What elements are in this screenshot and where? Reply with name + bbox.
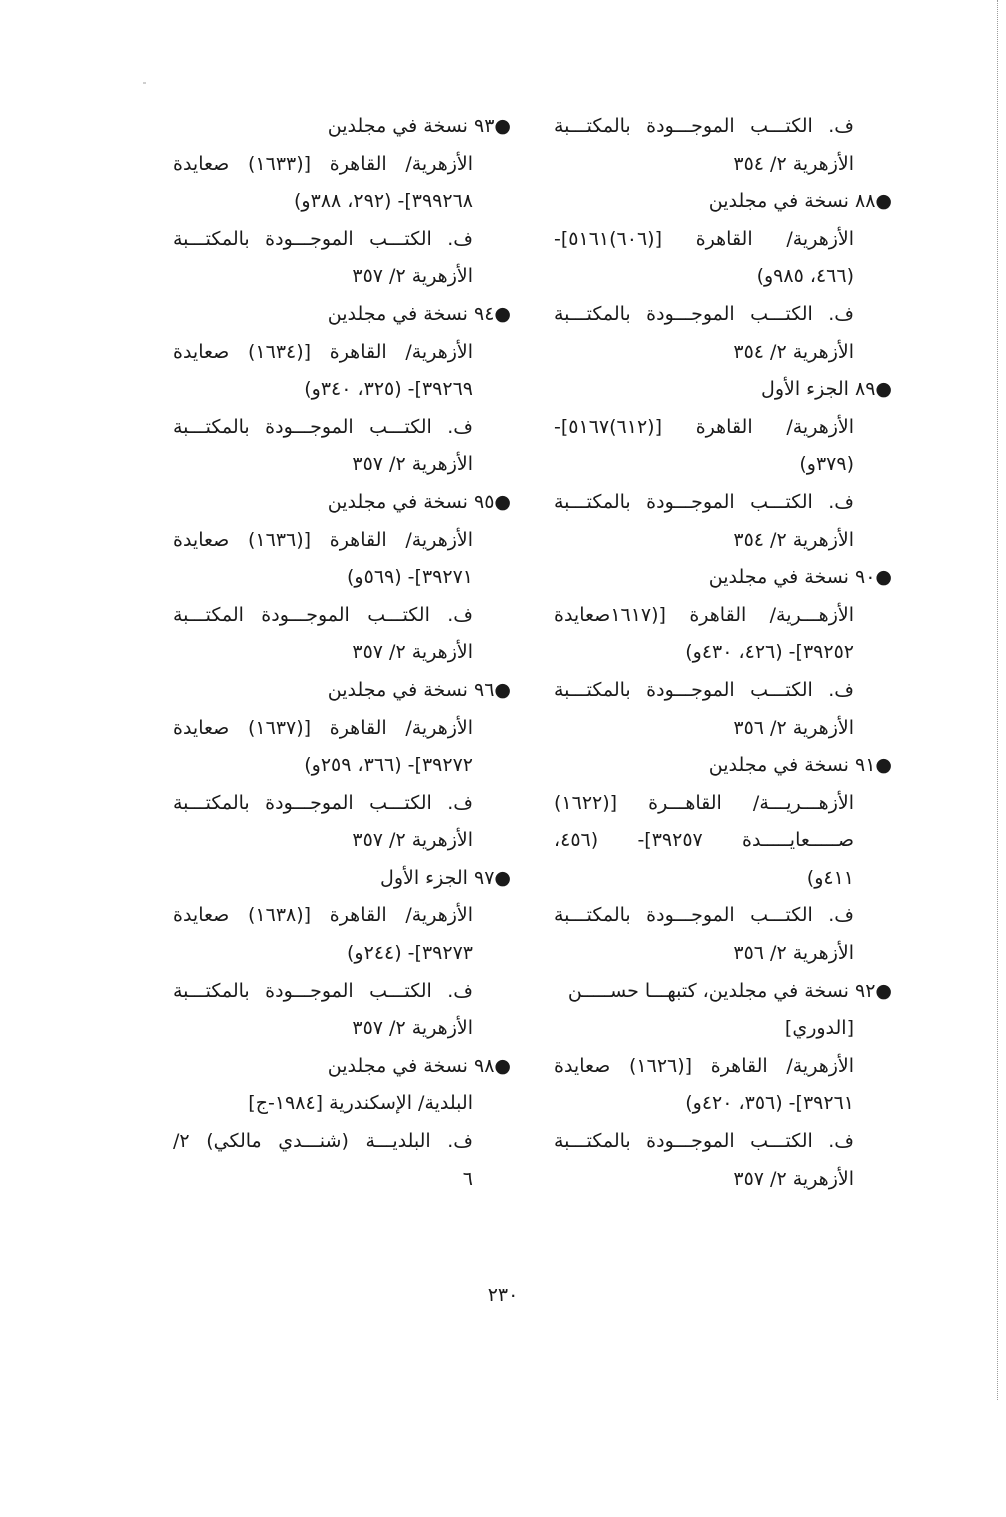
entry-line: الأزهرية ٢/ ٣٥٤: [733, 340, 854, 363]
entry-line: الأزهرية/ القاهرة [(١٦٣٦) صعايدة: [173, 528, 474, 551]
entry-line: الأزهرية/ القاهرة [(١٦٣٧) صعايدة: [173, 716, 474, 739]
entry-line: الأزهرية ٢/ ٣٥٧: [352, 829, 473, 852]
entry-heading: ●٩٧ الجزء الأول: [380, 866, 511, 889]
entry-line: الأزهـــريـــة/ القاهـــرة [(١٦٢٢): [554, 791, 854, 814]
entry-line: ٣٩٢٥٢]- (٤٢٦، ٤٣٠و): [685, 641, 854, 664]
entry-heading: ●٩٣ نسخة في مجلدين: [327, 115, 511, 137]
entry-line: الأزهرية ٢/ ٣٥٤: [733, 528, 854, 551]
entry-line: الأزهرية ٢/ ٣٥٧: [352, 641, 473, 664]
entry-line: ف. الكتـــب الموجـــودة بالمكتـــبة: [554, 302, 854, 325]
page-number: ٢٣٠: [487, 1284, 519, 1306]
entry-line: الأزهـــرية/ القاهرة [(١٦١٧صعايدة: [554, 603, 854, 626]
entry-line: ف. الكتـــب الموجـــودة بالمكتـــبة: [554, 1130, 854, 1153]
entry-line: ٣٩٢٧٢]- (٣٦٦، ٢٥٩و): [304, 754, 473, 777]
entry-line: [الدوري]: [784, 1017, 854, 1040]
entry-line: ٦: [462, 1167, 473, 1190]
entry-line: الأزهرية/ القاهرة [(١٦٢٦) صعايدة: [554, 1054, 855, 1077]
entry-line: ف. البلديـــة (شنـــدي مالكي) ٢/: [173, 1130, 473, 1153]
entry-heading: ●٩٦ نسخة في مجلدين: [327, 678, 511, 701]
entry-line: (٤٦٦، ٩٨٥و): [756, 265, 854, 288]
entry-heading: ●٩٢ نسخة في مجلدين، كتبهـــا حســـــن: [567, 979, 892, 1002]
right-column: [554, 108, 892, 1198]
entry-heading: ●٩٤ نسخة في مجلدين: [327, 302, 511, 325]
entry-line: الأزهرية/ القاهرة [(١٦٣٨) صعايدة: [173, 904, 474, 927]
entry-heading: ●٩٥ نسخة في مجلدين: [327, 490, 511, 513]
entry-line: الأزهرية ٢/ ٣٥٧: [352, 1017, 473, 1040]
entry-line: ٣٩٢٦١]- (٣٥٦، ٤٢٠و): [685, 1092, 854, 1115]
entry-line: صـــــعايـــــدة ٣٩٢٥٧]- (٤٥٦،: [554, 829, 854, 852]
entry-line: الأزهرية ٢/ ٣٥٤: [733, 152, 854, 175]
left-column: [173, 108, 511, 1198]
entry-heading: ●٩١ نسخة في مجلدين: [708, 754, 892, 777]
entry-line: ٤١١و): [806, 866, 854, 889]
scan-speck: [143, 82, 146, 84]
entry-line: ف. الكتـــب الموجـــودة بالمكتـــبة: [173, 979, 473, 1002]
entry-heading: ●٩٨ نسخة في مجلدين: [327, 1054, 511, 1077]
entry-line: الأزهرية/ القاهرة [(١٦٣٣) صعايدة: [173, 152, 474, 175]
entry-line: ف. الكتـــب الموجـــودة المكتـــبة: [173, 603, 473, 626]
entry-line: ٣٩٩٢٦٨]- (٢٩٢، ٣٨٨و): [294, 190, 473, 213]
entry-line: الأزهرية/ القاهرة [(٦١٢)٥١٦٧]-: [554, 415, 854, 438]
entry-line: ف. الكتـــب الموجـــودة بالمكتـــبة: [554, 904, 854, 927]
entry-line: الأزهرية/ القاهرة [(٦٠٦)٥١٦١]-: [554, 227, 854, 250]
scan-edge-line: [997, 0, 998, 1400]
entry-line: (٣٧٩و): [799, 453, 854, 476]
entry-line: ف. الكتـــب الموجـــودة بالمكتـــبة: [173, 227, 473, 250]
entry-line: ف. الكتـــب الموجـــودة بالمكتـــبة: [173, 791, 473, 814]
entry-line: ٣٩٢٦٩]- (٣٢٥، ٣٤٠و): [304, 378, 473, 401]
entry-line: ف. الكتـــب الموجـــودة بالمكتـــبة: [173, 415, 473, 438]
entry-line: البلدية/ الإسكندرية [١٩٨٤-ج]: [248, 1092, 473, 1115]
entry-line: ف. الكتـــب الموجـــودة بالمكتـــبة: [554, 678, 854, 701]
entry-line: ف. الكتـــب الموجـــودة بالمكتـــبة: [554, 490, 854, 513]
entry-line: الأزهرية ٢/ ٣٥٦: [733, 716, 854, 739]
entry-heading: ●٨٩ الجزء الأول: [761, 378, 892, 401]
entry-line: الأزهرية ٢/ ٣٥٧: [352, 265, 473, 288]
entry-heading: ●٨٨ نسخة في مجلدين: [708, 190, 892, 213]
entry-line: الأزهرية ٢/ ٣٥٧: [733, 1167, 854, 1190]
entry-line: ٣٩٢٧٣]- (٢٤٤و): [347, 942, 473, 965]
entry-line: الأزهرية ٢/ ٣٥٦: [733, 942, 854, 965]
entry-line: ف. الكتـــب الموجـــودة بالمكتـــبة: [554, 115, 854, 137]
entry-line: الأزهرية ٢/ ٣٥٧: [352, 453, 473, 476]
entry-line: الأزهرية/ القاهرة [(١٦٣٤) صعايدة: [173, 340, 474, 363]
entry-heading: ●٩٠ نسخة في مجلدين: [708, 566, 892, 589]
entry-line: ٣٩٢٧١]- (٥٦٩و): [347, 566, 473, 589]
